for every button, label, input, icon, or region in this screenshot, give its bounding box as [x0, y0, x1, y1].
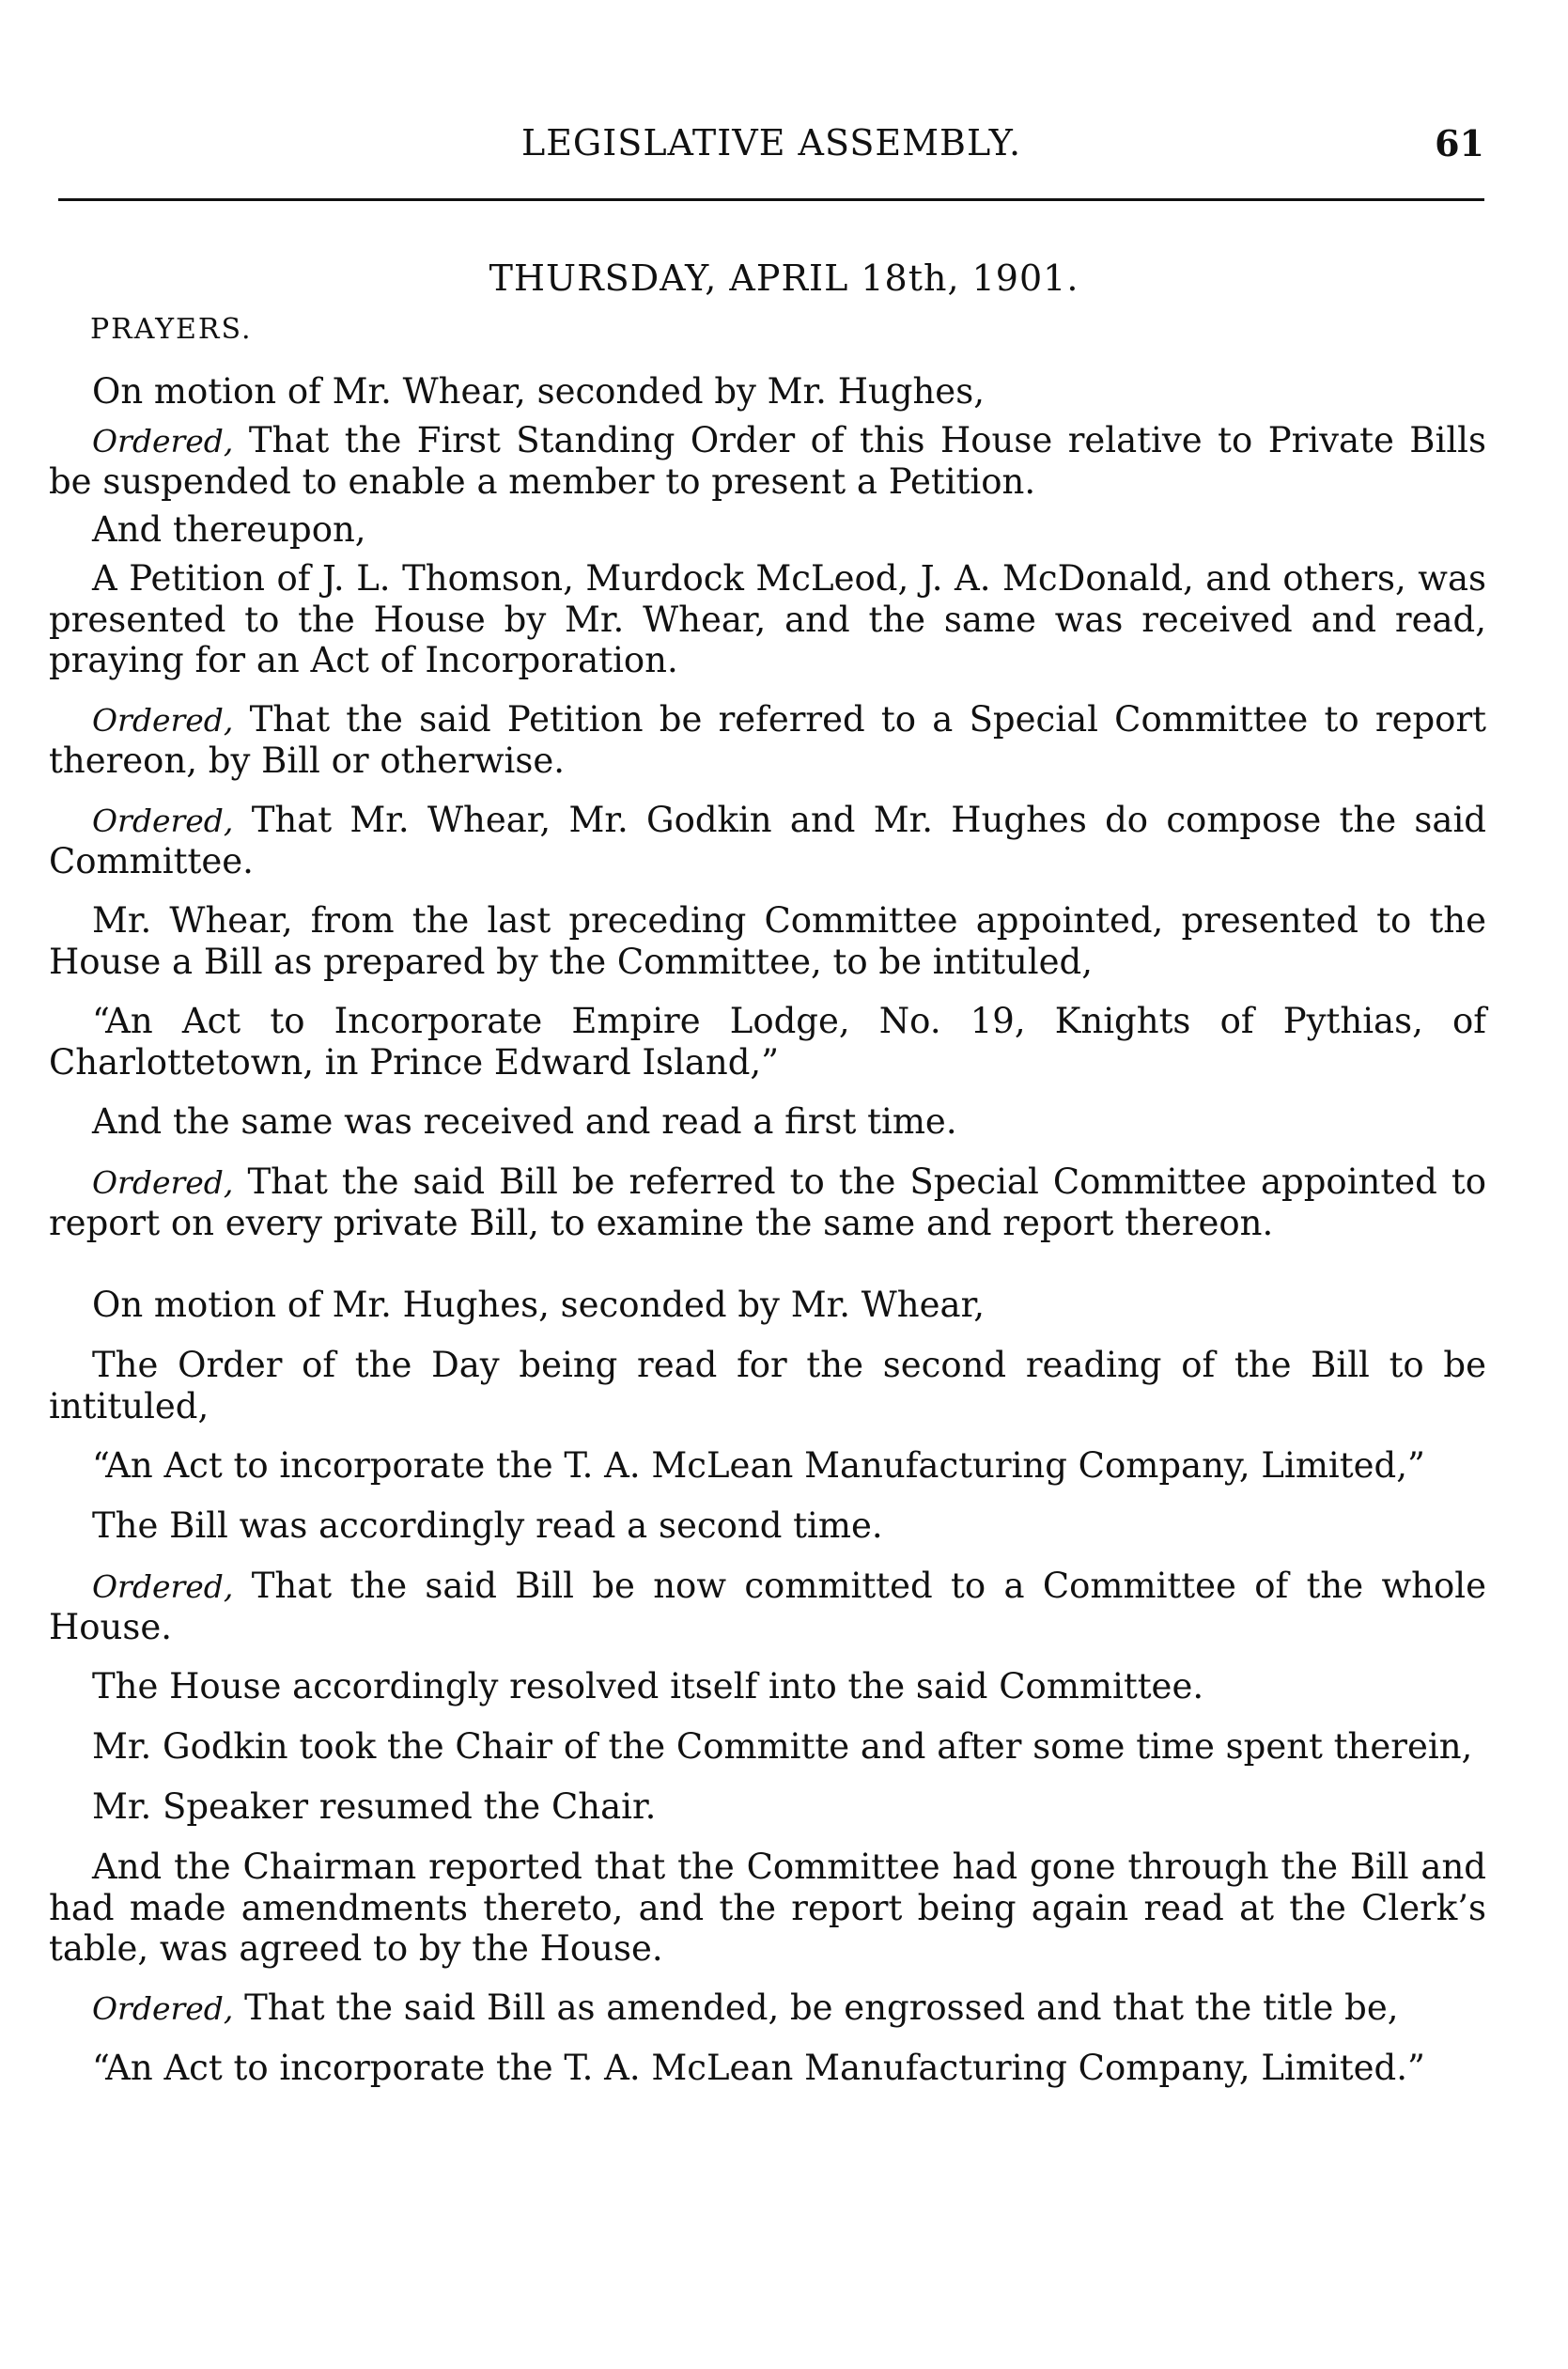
paragraph [49, 1345, 1486, 1426]
ordered-label: Ordered, [92, 1164, 234, 1201]
paragraph [49, 900, 1486, 982]
paragraph-text: Mr. Whear, from the last preceding Committee appointed, presented to the House a Bill as prepared by the Committee, to be intituled, [49, 900, 1486, 982]
paragraph-text: And the Chairman reported that the Committee had gone through the Bill and had made amendments thereto, and the report being again read at the Clerk’s table, was agreed to by the House. [49, 1847, 1486, 1969]
header-rule [58, 198, 1484, 201]
paragraph-text: And the same was received and read a first time. [92, 1101, 957, 1142]
paragraph-text: The Bill was accordingly read a second time. [92, 1505, 883, 1546]
paragraph [49, 1101, 1486, 1143]
paragraph-text: That the said Bill be now committed to a Committee of the whole House. [49, 1566, 1486, 1647]
paragraph [49, 1285, 1486, 1326]
paragraph-text: That the said Bill as amended, be engrossed and that the title be, [233, 1987, 1399, 2028]
paragraph-text: The Order of the Day being read for the second reading of the Bill to be intituled, [49, 1345, 1486, 1426]
paragraph [49, 1161, 1486, 1243]
page-number: 61 [1435, 122, 1484, 164]
paragraph [49, 1726, 1486, 1768]
paragraph [49, 1847, 1486, 1969]
paragraph-text: That the First Standing Order of this House relative to Private Bills be suspended to enable a member to present a Petition. [49, 420, 1486, 502]
body-text [49, 371, 1486, 2108]
paragraph [49, 1786, 1486, 1828]
paragraph [49, 558, 1486, 680]
paragraph [49, 420, 1486, 502]
paragraph [49, 509, 1486, 551]
paragraph-text: That Mr. Whear, Mr. Godkin and Mr. Hughes do compose the said Committee. [49, 800, 1486, 881]
prayers-heading: PRAYERS. [90, 313, 253, 346]
paragraph [49, 1001, 1486, 1083]
paragraph [49, 1505, 1486, 1547]
paragraph [49, 371, 1486, 413]
paragraph [49, 1445, 1486, 1487]
paragraph-text: On motion of Mr. Whear, seconded by Mr. Hughes, [92, 371, 985, 412]
paragraph-text: On motion of Mr. Hughes, seconded by Mr. Whear, [92, 1285, 985, 1325]
paragraph-text: “An Act to incorporate the T. A. McLean Manufacturing Company, Limited.” [92, 2048, 1425, 2088]
running-header [58, 122, 1484, 169]
paragraph-text: A Petition of J. L. Thomson, Murdock McLeod, J. A. McDonald, and others, was presented to the House by Mr. Whear, and the same was received and read, praying for an Act of Incorporation. [49, 558, 1486, 680]
paragraph-text: “An Act to incorporate the T. A. McLean Manufacturing Company, Limited,” [92, 1445, 1425, 1486]
paragraph-text: And thereupon, [92, 509, 366, 550]
paragraph [49, 800, 1486, 881]
paragraph [49, 1666, 1486, 1707]
paragraph [49, 699, 1486, 781]
date-heading: THURSDAY, APRIL 18th, 1901. [489, 257, 1079, 299]
ordered-label: Ordered, [92, 803, 234, 839]
paragraph [49, 2048, 1486, 2089]
paragraph-text: The House accordingly resolved itself into the said Committee. [92, 1666, 1204, 1707]
ordered-label: Ordered, [92, 1568, 234, 1605]
ordered-label: Ordered, [92, 423, 234, 460]
paragraph [49, 1987, 1486, 2029]
paragraph-text: That the said Bill be referred to the Special Committee appointed to report on every private Bill, to examine the same and report thereon. [49, 1161, 1486, 1243]
paragraph [49, 1566, 1486, 1647]
paragraph-text: Mr. Speaker resumed the Chair. [92, 1786, 657, 1827]
ordered-label: Ordered, [92, 1990, 234, 2027]
paragraph-text: Mr. Godkin took the Chair of the Committe and after some time spent therein, [92, 1726, 1473, 1767]
paragraph-text: “An Act to Incorporate Empire Lodge, No. 19, Knights of Pythias, of Charlottetown, in Prince Edward Island,” [49, 1001, 1486, 1083]
running-title: LEGISLATIVE ASSEMBLY. [520, 122, 1022, 164]
paragraph-text: That the said Petition be referred to a Special Committee to report thereon, by Bill or otherwise. [49, 699, 1486, 781]
ordered-label: Ordered, [92, 702, 234, 739]
